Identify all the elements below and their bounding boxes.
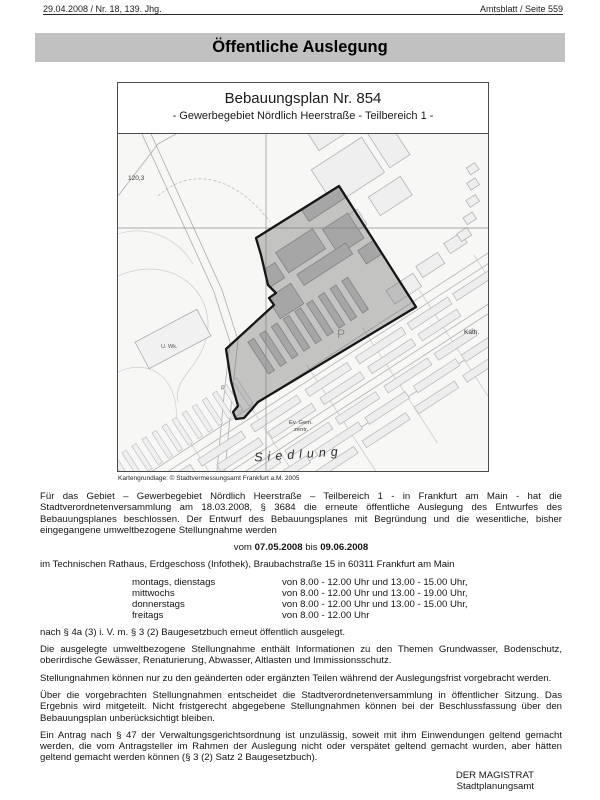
city-map xyxy=(118,134,488,471)
paragraph-submission: Stellungnahmen können nur zu den geänderten oder ergänzten Teilen während der Auslegungsfrist vorgebracht werden. xyxy=(40,672,552,684)
period-end-date: 09.06.2008 xyxy=(320,542,369,554)
elevation-label: 120,3 xyxy=(128,175,145,182)
paragraph-objection: Ein Antrag nach § 47 der Verwaltungsgerichtsordnung ist unzulässig, soweit mit ihm Einwendungen geltend gemacht werden, die vom Antragsteller im Rahmen der Auslegung nicht oder verspätet geltend gemacht wurden, aber hätten geltend gemacht werden können (§ 3 (2) Satz 2 Baugesetzbuch). xyxy=(40,729,562,764)
paragraph-legal-basis: nach § 4a (3) i. V. m. § 3 (2) Baugesetzbuch erneut öffentlich ausgelegt. xyxy=(40,626,346,638)
period-prefix: vom xyxy=(233,542,252,554)
parking-label: P xyxy=(337,327,346,341)
period-middle: bis xyxy=(305,542,318,554)
plan-title: Bebauungsplan Nr. 854 xyxy=(224,90,382,107)
notice-body xyxy=(40,491,562,792)
ev-gem-label-1: Ev. Gem. xyxy=(289,420,313,426)
table-row xyxy=(132,577,562,588)
table-row xyxy=(132,588,562,599)
signature-department: Stadtplanungsamt xyxy=(456,781,534,793)
display-period-line xyxy=(40,542,562,553)
schedule-hours: von 8.00 - 12.00 Uhr und 13.00 - 15.00 Uhr, xyxy=(282,598,468,610)
table-row xyxy=(132,599,562,610)
schedule-hours: von 8.00 - 12.00 Uhr und 13.00 - 19.00 Uhr, xyxy=(282,587,468,599)
opening-hours-table xyxy=(132,577,562,621)
p-small-label: P. xyxy=(221,386,226,392)
notice-banner-title: Öffentliche Auslegung xyxy=(35,33,565,62)
schedule-days: montags, dienstags xyxy=(132,576,216,588)
schedule-hours: von 8.00 - 12.00 Uhr und 13.00 - 15.00 Uhr, xyxy=(282,576,468,588)
signature-authority: DER MAGISTRAT xyxy=(455,769,534,781)
header-page-info: Amtsblatt / Seite 559 xyxy=(479,4,563,14)
schedule-days: mittwochs xyxy=(132,587,175,599)
plan-figure xyxy=(117,82,489,472)
schedule-hours: von 8.00 - 12.00 Uhr xyxy=(282,609,370,621)
ev-gem-label-2: zentr. xyxy=(294,427,309,433)
header-divider xyxy=(43,14,563,15)
header-issue-info: 29.04.2008 / Nr. 18, 139. Jhg. xyxy=(43,4,162,14)
kath-label: Kath. xyxy=(464,329,480,336)
table-row xyxy=(132,610,562,621)
signature-block xyxy=(40,770,562,793)
page-header xyxy=(43,4,563,14)
schedule-days: donnerstags xyxy=(132,598,185,610)
paragraph-resolution: Für das Gebiet – Gewerbegebiet Nördlich Heerstraße – Teilbereich 1 - in Frankfurt am Main - hat die Stadtverordnetenversammlung am 18.03.2008, § 3684 die erneute öffentliche Auslegung des Entwurfes des Bebauungsplanes beschlossen. Der Entwurf des Bebauungsplanes mit Begründung und die wesentliche, bisher eingegangene umweltbezogene Stellungnahme werden xyxy=(40,491,562,536)
siedlung-label: Siedlung xyxy=(253,444,344,465)
schedule-days: freitags xyxy=(132,609,164,621)
period-start-date: 07.05.2008 xyxy=(254,542,303,554)
plan-title-block xyxy=(118,83,488,134)
paragraph-topics: Die ausgelegte umweltbezogene Stellungnahme enthält Informationen zu den Themen Grundwasser, Bodenschutz, oberirdische Gewässer, Renaturierung, Abwasser, Altlasten und Immissionsschutz. xyxy=(40,644,562,667)
paragraph-decision: Über die vorgebrachten Stellungnahmen entscheidet die Stadtverordnetenversammlung in öffentlicher Sitzung. Das Ergebnis wird mitgeteilt. Nicht fristgerecht abgegebene Stellungnahmen können bei der Beschlussfassung über den Bebauungsplan unberücksichtigt bleiben. xyxy=(40,689,562,724)
map-attribution: Kartengrundlage: © Stadtvermessungsamt Frankfurt a.M. 2005 xyxy=(118,475,300,482)
plan-subtitle: - Gewerbegebiet Nördlich Heerstraße - Teilbereich 1 - xyxy=(172,110,434,122)
location-line: im Technischen Rathaus, Erdgeschoss (Infothek), Braubachstraße 15 in 60311 Frankfurt am Main xyxy=(40,559,455,571)
uwk-label: U. Wk. xyxy=(161,344,178,350)
